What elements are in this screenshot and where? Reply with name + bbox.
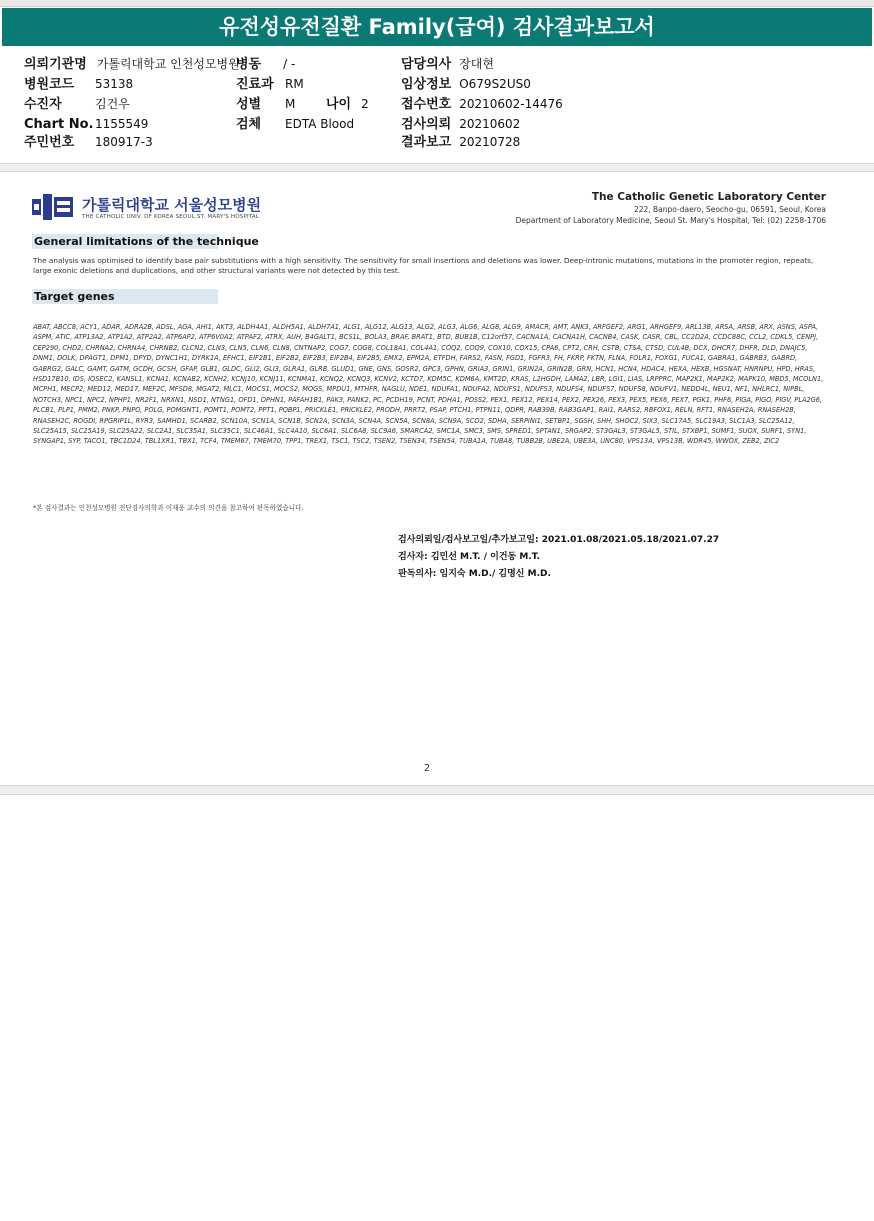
- accession-value: 20210602-14476: [459, 97, 563, 111]
- sex-value: M: [285, 97, 296, 111]
- lab-address-line2: Department of Laboratory Medicine, Seoul St. Mary's Hospital, Tel: (02) 2258-1706: [515, 216, 826, 225]
- dept-row: [236, 76, 304, 93]
- hospital-logo-icon: [32, 193, 74, 221]
- sex-row: [236, 96, 296, 113]
- patient-value: 김건우: [95, 97, 130, 111]
- dept-value: RM: [285, 77, 304, 91]
- resident-value: 180917-3: [95, 135, 153, 149]
- dept-label: 진료과: [236, 77, 274, 92]
- ward-row: [236, 56, 295, 73]
- accession-row: [401, 96, 563, 113]
- sex-label: 성별: [236, 97, 262, 112]
- doctor-value: 장대현: [459, 57, 494, 71]
- report-date-value: 20210728: [459, 135, 521, 149]
- hospital-code-row: [24, 76, 134, 93]
- specimen-row: [236, 116, 355, 133]
- age-value: 2: [361, 97, 369, 111]
- hospital-name-korean: 가톨릭대학교 서울성모병원: [82, 196, 262, 214]
- chart-row: [24, 116, 149, 133]
- request-row: [401, 116, 520, 133]
- age-row: [326, 96, 369, 113]
- report-date-row: [401, 134, 520, 151]
- chart-label: Chart No.: [24, 117, 94, 132]
- resident-label: 주민번호: [24, 135, 75, 150]
- reader-line: 판독의사: 임지숙 M.D./ 김명신 M.D.: [398, 569, 551, 579]
- lab-address-line1: 222, Banpo-daero, Seocho-gu, 06591, Seoul, Korea: [633, 205, 826, 214]
- clinical-label: 임상정보: [401, 77, 452, 92]
- clinical-value: O679S2US0: [459, 77, 531, 91]
- report-note: *본 검사결과는 인천성모병원 진단검사의학과 이재웅 교수의 의견을 참고하여 판독하였습니다.: [33, 504, 304, 512]
- report-title: 유전성유전질환 Family(급여) 검사결과보고서: [219, 15, 655, 39]
- section-limitations-title: General limitations of the technique: [34, 235, 259, 248]
- page-separator-bottom: [0, 785, 874, 795]
- age-label: 나이: [326, 97, 352, 112]
- doctor-row: [401, 56, 494, 73]
- resident-row: [24, 134, 153, 151]
- section-target-genes-title: Target genes: [32, 289, 218, 304]
- clinical-row: [401, 76, 531, 93]
- page-separator-top: [0, 163, 874, 172]
- institution-row: [24, 56, 240, 73]
- report-title-bar: [2, 8, 872, 46]
- page-number: 2: [424, 763, 431, 774]
- specimen-label: 검체: [236, 117, 262, 132]
- ward-label: 병동: [236, 57, 262, 72]
- target-genes-list: ABAT, ABCC8, ACY1, ADAR, ADRA2B, ADSL, AGA, AHI1, AKT3, ALDH4A1, ALDH5A1, ALDH7A1, ALG1, ALG12, ALG13, ALG2, ALG3, ALG6, ALG8, ALG9, AMACR, AMT, ANK3, ARFGEF2, ARG1, ARHGEF9, ARL13B, ARSA, ARSB, ARX, ASNS, ASPA, ASPM, ATIC, ATP13A2, ATP1A2, ATP2A2, ATP6AP2, ATP6V0A2, ATPAF2, ATRX, AUH, B4GALT1, BCS1L, BOLA3, BRAF, BRAT1, BTD, BUB1B, C12orf57, CACNA1A, CACNA1H, CACNB4, CASK, CASR, CBL, CC2D2A, CCDC88C, CCL2, CDKL5, CENPJ, CEP290, CHD2, CHRNA2, CHRNA4, CHRNB2, CLCN2, CLN3, CLN5, CLN6, CLN8, CNTNAP2, COG7, COG8, COL18A1, COL4A1, COQ2, COQ9, COX10, COX15, CPA6, CPT2, CRH, CSTB, CTSA, CTSD, CUL4B, DCX, DHCR7, DHFR, DLD, DNAJC5, DNM1, DOLK, DPAGT1, DPM1, DPYD, DYNC1H1, DYRK1A, EFHC1, EIF2B1, EIF2B2, EIF2B3, EIF2B4, EIF2B5, EMX2, EPM2A, ETFDH, FARS2, FASN, FGD1, FGFR3, FH, FKRP, FKTN, FLNA, FOLR1, FOXG1, FUCA1, GABRA1, GABRB3, GABRD, GABRG2, GALC, GAMT, GATM, GCDH, GCSH, GFAP, GLB1, GLDC, GLI2, GLI3, GLRA1, GLRB, GLUD1, GNE, GNS, GOSR2, GPC3, GPHN, GRIA3, GRIN1, GRIN2A, GRIN2B, GRN, HCN1, HCN4, HDAC4, HEXA, HEXB, HGSNAT, HNRNPU, HPD, HRAS, HSD17B10, IDS, IQSEC2, KANSL1, KCNA1, KCNAB2, KCNH2, KCNJ10, KCNJ11, KCNMA1, KCNQ2, KCNQ3, KCNV2, KCTD7, KDM5C, KDM6A, KMT2D, KRAS, L2HGDH, LAMA2, LBR, LGI1, LIAS, LRPPRC, MAP2K1, MAP2K2, MAPK10, MBD5, MCOLN1, MCPH1, MECP2, MED12, MED17, MEF2C, MFSD8, MGAT2, MLC1, MOCS1, MOCS2, MOGS, MPDU1, MTHFR, NAGLU, NDE1, NDUFA1, NDUFA2, NDUFS1, NDUFS3, NDUFS4, NDUFS7, NDUFS8, NDUFV1, NEDD4L, NEU1, NF1, NHLRC1, NIPBL, NOTCH3, NPC1, NPC2, NPHP1, NR2F1, NRXN1, NSD1, NTNG1, OFD1, OPHN1, PAFAH1B1, PAK3, PANK2, PC, PCDH19, PCNT, PDHA1, PDSS2, PEX1, PEX12, PEX14, PEX2, PEX26, PEX3, PEX5, PEX6, PEX7, PGK1, PHF6, PIGA, PIGO, PIGV, PLA2G6, PLCB1, PLP1, PMM2, PNKP, PNPO, POLG, POMGNT1, POMT1, POMT2, PPT1, PQBP1, PRICKLE1, PRICKLE2, PRODH, PRRT2, PSAP, PTCH1, PTPN11, QDPR, RAB39B, RAB3GAP1, RAI1, RARS2, RBFOX1, RELN, RFT1, RNASEH2A, RNASEH2B, RNASEH2C, ROGDI, RPGRIP1L, RYR3, SAMHD1, SCARB2, SCN10A, SCN1A, SCN1B, SCN2A, SCN3A, SCN4A, SCN5A, SCN8A, SCN9A, SCO2, SDHA, SERPINI1, SETBP1, SGSH, SHH, SHOC2, SIX3, SLC17A5, SLC19A3, SLC1A3, SLC25A12, SLC25A15, SLC25A19, SLC25A22, SLC2A1, SLC35A1, SLC35C1, SLC46A1, SLC4A10, SLC6A1, SLC6A8, SLC9A6, SMARCA2, SMC1A, SMC3, SMS, SPRED1, SPTAN1, SRGAP2, ST3GAL3, ST3GAL5, STIL, STXBP1, SUMF1, SUOX, SURF1, SYN1, SYNGAP1, SYP, TACO1, TBC1D24, TBL1XR1, TBX1, TCF4, TMEM67, TMEM70, TPP1, TREX1, TSC1, TSC2, TSEN2, TSEN34, TSEN54, TUBA1A, TUBA8, TUBB2B, UBE2A, UBE3A, UNC80, VPS13A, VPS13B, WDR45, WWOX, ZEB2, ZIC2: [33, 323, 824, 446]
- request-label: 검사의뢰: [401, 117, 452, 132]
- doctor-label: 담당의사: [401, 57, 452, 72]
- request-value: 20210602: [459, 117, 521, 131]
- accession-label: 접수번호: [401, 97, 452, 112]
- section-limitations-text: The analysis was optimised to identify base pair substitutions with a high sensitivity. The sensitivity for small insertions and deletions was lower. Deep-intronic mutations, mutations in the promoter region, repeats, large exonic deletions and duplications, and other structural variants were not detected by this test.: [33, 256, 814, 275]
- chart-value: 1155549: [95, 117, 149, 131]
- specimen-value: EDTA Blood: [285, 117, 355, 131]
- patient-row: [24, 96, 130, 113]
- hospital-code-label: 병원코드: [24, 77, 75, 92]
- hospital-code-value: 53138: [95, 77, 134, 91]
- report-dates-line: 검사의뢰일/검사보고일/추가보고일: 2021.01.08/2021.05.18/2021.07.27: [398, 535, 720, 545]
- institution-label: 의뢰기관명: [24, 57, 87, 72]
- lab-name: The Catholic Genetic Laboratory Center: [591, 191, 826, 203]
- institution-value: 가톨릭대학교 인천성모병원: [96, 57, 240, 71]
- ward-value: / -: [283, 57, 296, 71]
- patient-label: 수진자: [24, 97, 62, 112]
- technician-line: 검사자: 김민선 M.T. / 이건동 M.T.: [398, 552, 540, 562]
- hospital-name-english: THE CATHOLIC UNIV. OF KOREA SEOUL ST. MARY'S HOSPITAL: [82, 214, 260, 220]
- report-date-label: 결과보고: [401, 135, 452, 150]
- window-top-border: [0, 0, 874, 7]
